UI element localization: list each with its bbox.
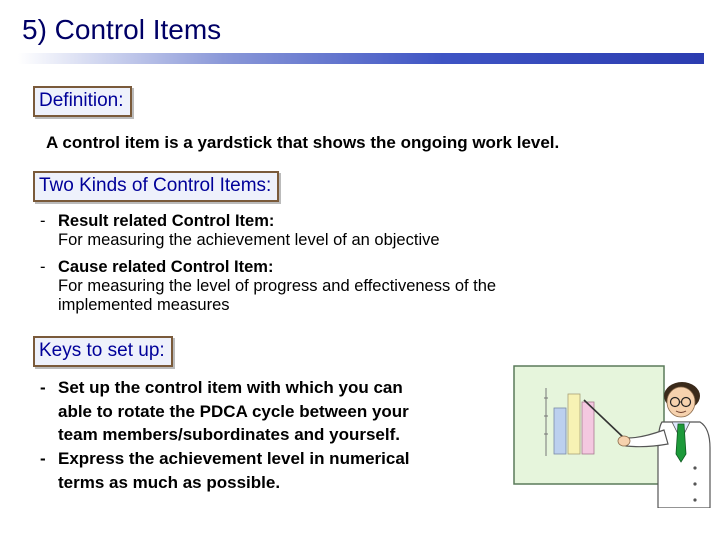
bullet-dash: - (40, 212, 46, 230)
board-bar (582, 402, 594, 454)
kinds-item-desc-line: implemented measures (58, 296, 230, 314)
coat-button (693, 498, 696, 501)
keys-item-line: Express the achievement level in numerical (58, 449, 410, 468)
title-underline (18, 53, 704, 64)
kinds-item-desc-line: For measuring the achievement level of an objective (58, 231, 440, 249)
presenter-with-bar-chart-icon (512, 358, 712, 508)
presenter-hand (618, 436, 630, 446)
keys-item-body (58, 376, 409, 447)
definition-label: Definition: (33, 86, 132, 117)
board-bar (554, 408, 566, 454)
presenter-tie (676, 424, 686, 462)
coat-button (693, 482, 696, 485)
board-bar (568, 394, 580, 454)
kinds-label: Two Kinds of Control Items: (33, 171, 279, 202)
bullet-dash: - (40, 378, 46, 397)
keys-item-line: able to rotate the PDCA cycle between your (58, 401, 409, 421)
keys-label: Keys to set up: (33, 336, 173, 367)
bullet-dash: - (40, 258, 46, 276)
kinds-item-heading: Cause related Control Item: (58, 258, 274, 276)
definition-text: A control item is a yardstick that shows the ongoing work level. (46, 133, 560, 152)
keys-item-line: Set up the control item with which you can (58, 378, 403, 397)
keys-item-body (58, 447, 410, 494)
keys-item-line: team members/subordinates and yourself. (58, 425, 400, 444)
kinds-item-heading: Result related Control Item: (58, 212, 275, 230)
bullet-dash: - (40, 449, 46, 468)
page-title: 5) Control Items (22, 14, 222, 45)
coat-button (693, 466, 696, 469)
title-underline-cap (694, 53, 704, 64)
kinds-item-desc-line: For measuring the level of progress and effectiveness of the (58, 277, 497, 295)
keys-item-line: terms as much as possible. (58, 472, 281, 492)
